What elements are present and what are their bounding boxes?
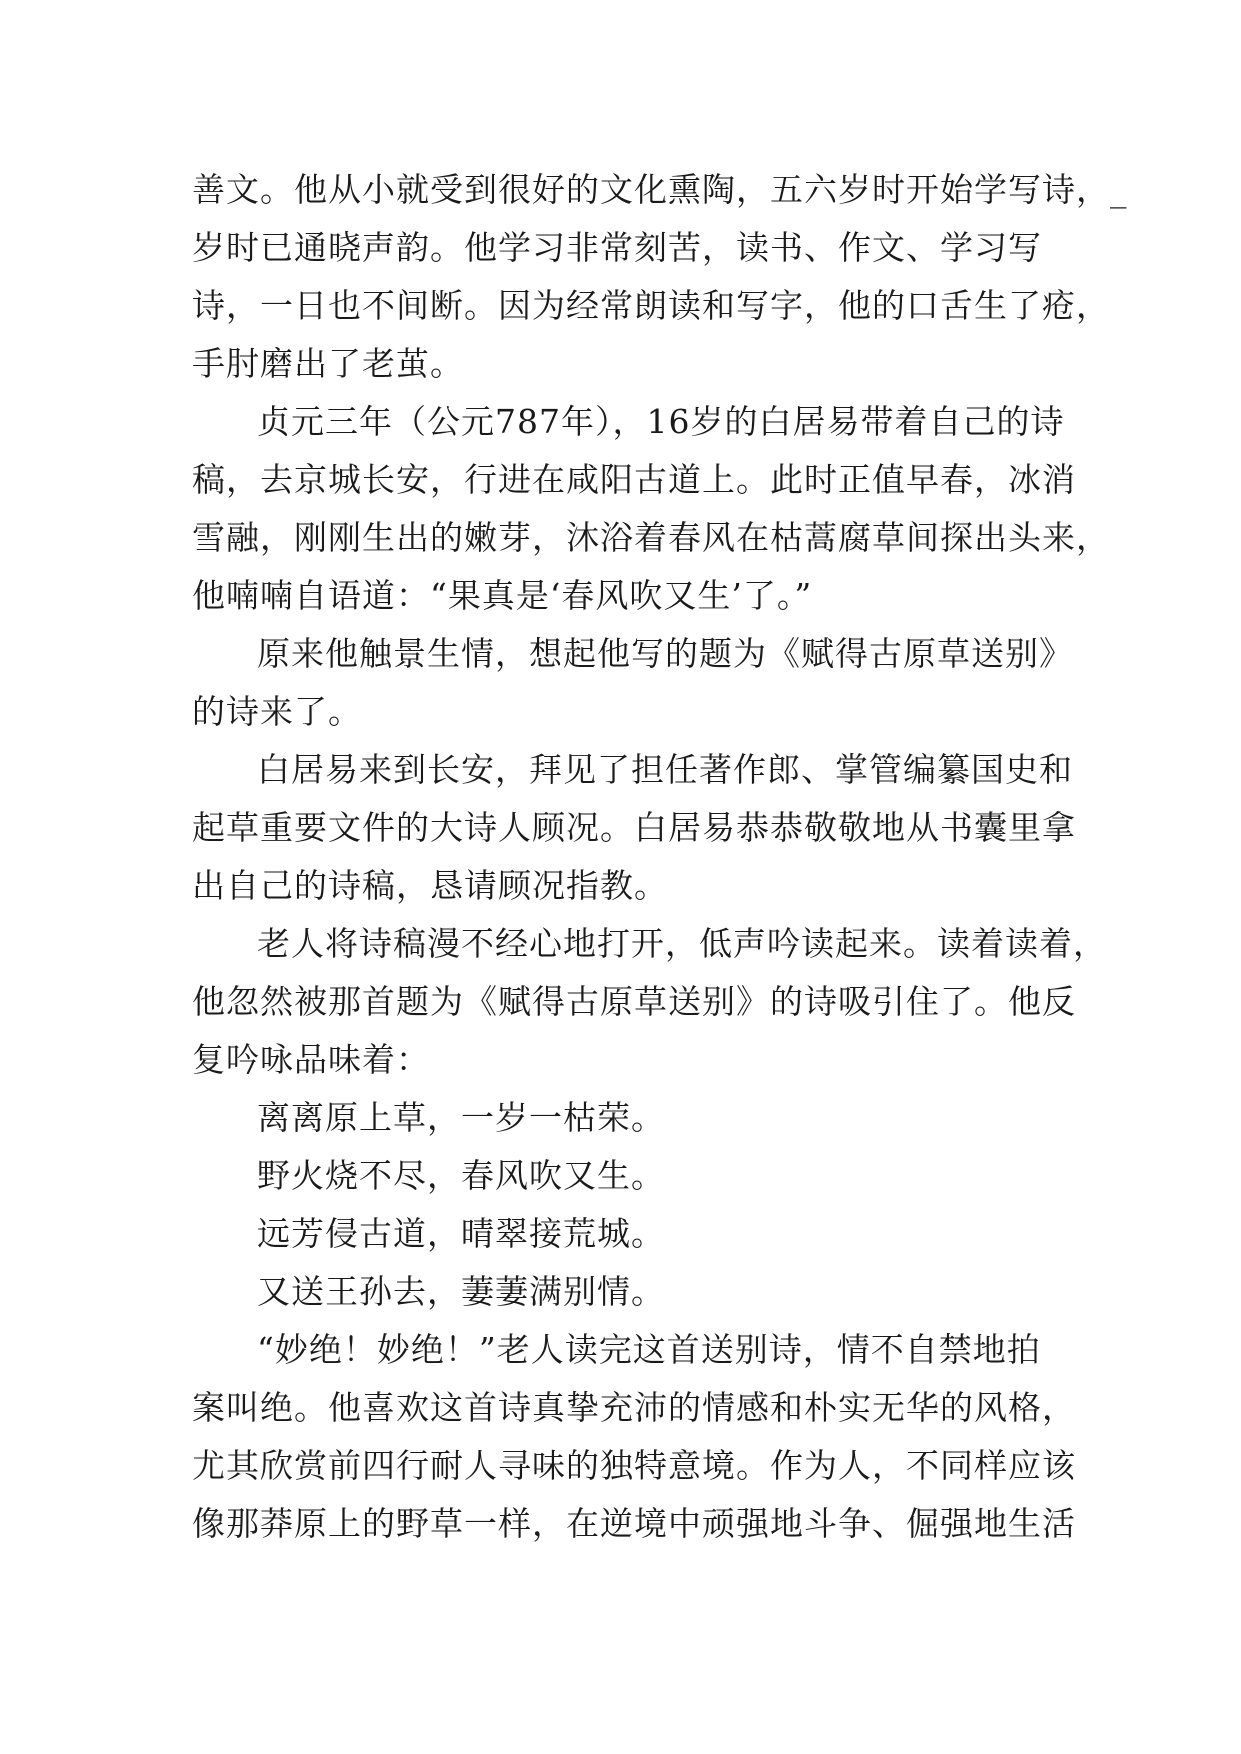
text-line-23: 尤其欣赏前四行耐人寻味的独特意境。作为人，不同样应该	[192, 1446, 1076, 1485]
text-line-15: 他忽然被那首题为《赋得古原草送别》的诗吸引住了。他反	[192, 982, 1076, 1021]
text-line-1: 善文。他从小就受到很好的文化熏陶，五六岁时开始学写诗，_	[192, 170, 1128, 209]
text-line-7: 雪融，刚刚生出的嫩芽，沐浴着春风在枯蒿腐草间探出头来，	[192, 518, 1110, 557]
text-line-16: 复吟咏品味着：	[192, 1040, 430, 1079]
text-line-13: 出自己的诗稿，恳请顾况指教。	[192, 866, 668, 905]
text-line-22: 案叫绝。他喜欢这首诗真挚充沛的情感和朴实无华的风格，	[192, 1388, 1076, 1427]
text-line-4: 手肘磨出了老茧。	[192, 344, 464, 383]
poem-line-3: 远芳侵古道，晴翠接荒城。	[257, 1214, 665, 1253]
poem-line-4: 又送王孙去，萋萋满别情。	[257, 1272, 665, 1311]
text-line-21: “妙绝！妙绝！”老人读完这首送别诗，情不自禁地拍	[257, 1330, 1041, 1369]
text-line-6: 稿，去京城长安，行进在咸阳古道上。此时正值早春，冰消	[192, 460, 1076, 499]
text-line-2: 岁时已通晓声韵。他学习非常刻苦，读书、作文、学习写	[192, 228, 1042, 267]
text-line-9: 原来他触景生情，想起他写的题为《赋得古原草送别》	[257, 634, 1073, 673]
text-line-11: 白居易来到长安，拜见了担任著作郎、掌管编纂国史和	[257, 750, 1073, 789]
text-line-5: 贞元三年（公元787年），16岁的白居易带着自己的诗	[257, 402, 1065, 441]
poem-line-2: 野火烧不尽，春风吹又生。	[257, 1156, 665, 1195]
text-line-8: 他喃喃自语道：“果真是‘春风吹又生’了。”	[192, 576, 813, 615]
text-line-24: 像那莽原上的野草一样，在逆境中顽强地斗争、倔强地生活	[192, 1504, 1076, 1543]
text-line-14: 老人将诗稿漫不经心地打开，低声吟读起来。读着读着，	[257, 924, 1107, 963]
poem-line-1: 离离原上草，一岁一枯荣。	[257, 1098, 665, 1137]
text-line-3: 诗，一日也不间断。因为经常朗读和写字，他的口舌生了疮，	[192, 286, 1110, 325]
text-line-10: 的诗来了。	[192, 692, 362, 731]
text-line-12: 起草重要文件的大诗人顾况。白居易恭恭敬敬地从书囊里拿	[192, 808, 1076, 847]
